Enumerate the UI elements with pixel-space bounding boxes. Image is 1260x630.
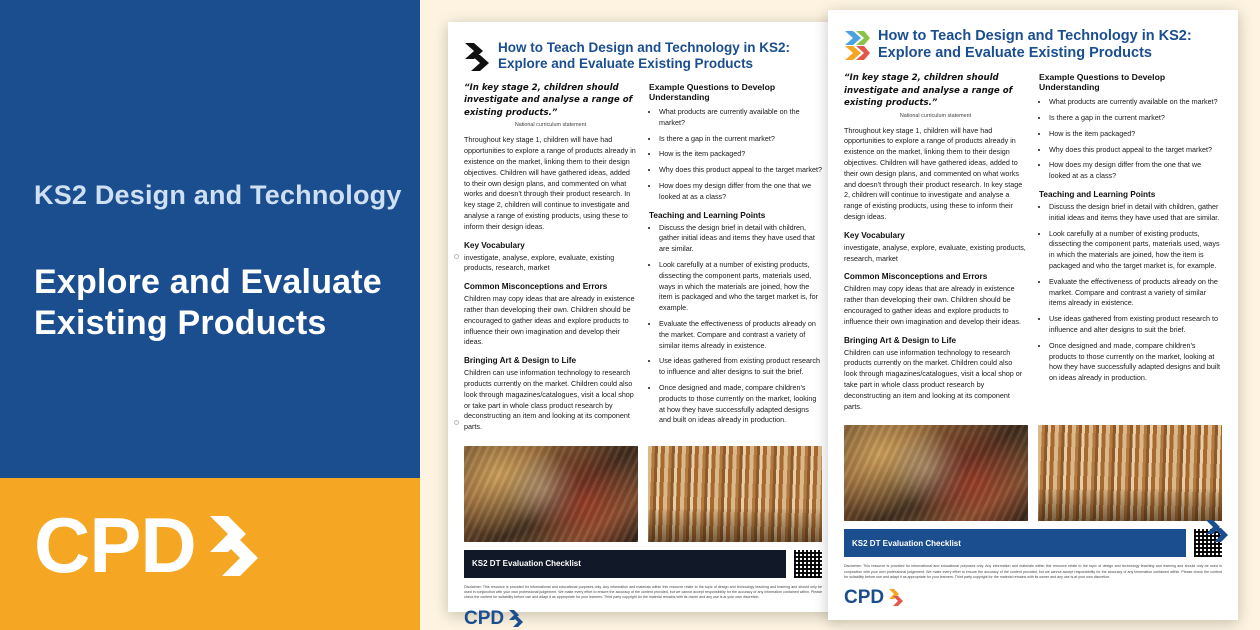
disclaimer-text: Disclaimer: This resource is provided for informational and educational purposes only. Any information and materials within this resource relate to the topic of design and technology teaching and learning and should only be used in conjunction with your own professional judgement. We make every effort to ensure the accuracy of the content provided, but we cannot accept responsibility for the accuracy of any information contained within. Please check the content for suitability before use and adapt it as appropriate for your learners. Third party copyright for the material remains with its owner and any use is at your own discretion. <box>844 564 1222 579</box>
promo-kicker: KS2 Design and Technology <box>34 180 402 210</box>
questions-heading: Example Questions to Develop Understanding <box>1039 72 1166 93</box>
image-strip <box>464 446 822 542</box>
list-item: • Is there a gap in the current market? <box>1049 113 1222 124</box>
cpd-logo <box>34 501 262 589</box>
corner-chevron-icon <box>1206 520 1228 542</box>
list-item: • What products are currently available on the market? <box>1049 97 1222 108</box>
teaching-points-list <box>649 223 822 427</box>
teaching-points-list <box>1039 202 1222 384</box>
document-header <box>464 40 822 72</box>
promo-headline: Explore and Evaluate Existing Products <box>34 263 382 342</box>
document-right-column <box>1039 72 1222 419</box>
list-item: • Once designed and made, compare children’s products to those currently on the market, looking at how they have successfully adapted designs and built on ideas already in production. <box>1049 341 1222 384</box>
section-heading-misconceptions: Common Misconceptions and Errors <box>464 282 608 292</box>
teaching-heading: Teaching and Learning Points <box>1039 190 1156 199</box>
checklist-row[interactable] <box>844 529 1222 557</box>
intro-paragraph: Throughout key stage 1, children will have had opportunities to explore a range of products already in existence on the market, linking them to their design objectives. Children will have gathered ideas, added to their own design plans, and commented on what works and doesn’t through their product research. In key stage 2, children will continue to investigate and analyse a range of existing products, using these to inform their design ideas. <box>464 135 636 231</box>
document-left-column <box>464 82 637 440</box>
section-heading-vocabulary: Key Vocabulary <box>844 230 905 240</box>
document-page-back[interactable] <box>448 22 838 629</box>
list-item: • Discuss the design brief in detail with children, gather initial ideas and items they have used that are similar. <box>659 223 822 255</box>
list-item: • Why does this product appeal to the target market? <box>659 165 822 176</box>
questions-heading: Example Questions to Develop Understanding <box>649 82 776 102</box>
questions-list <box>649 107 822 203</box>
list-item: • How does my design differ from the one that we looked at as a class? <box>659 181 822 203</box>
teaching-heading: Teaching and Learning Points <box>649 210 766 220</box>
chevron-logo-icon <box>206 514 262 576</box>
document-page-front[interactable] <box>828 10 1238 620</box>
section-heading-misconceptions: Common Misconceptions and Errors <box>844 272 988 282</box>
section-heading-vocabulary: Key Vocabulary <box>464 240 525 250</box>
left-blue-panel <box>0 0 420 478</box>
list-item: • Use ideas gathered from existing product research to influence and alter designs to suit the brief. <box>1049 314 1222 336</box>
section-body-vocabulary: investigate, analyse, explore, evaluate, existing products, research, market <box>844 242 1026 263</box>
document-right-column <box>649 82 822 440</box>
list-item: • Evaluate the effectiveness of products already on the market. Compare and contrast a variety of similar items already in existence. <box>1049 277 1222 309</box>
list-item: • How does my design differ from the one that we looked at as a class? <box>1049 160 1222 182</box>
document-footer-logo <box>844 586 1222 608</box>
qr-code-icon[interactable] <box>794 550 822 578</box>
section-body-bringing-to-life: Children can use information technology to research products currently on the market. Children could also look through magazines/catalogues, visit a local shop or take part in whole class product research by deconstructing an item and looking at its component parts. <box>844 347 1023 411</box>
section-body-misconceptions: Children may copy ideas that are already in existence rather than developing their own. Children should be encouraged to gather ideas and explore products to influence their own imagination and develop their ideas. <box>464 294 635 347</box>
chevron-doc-icon <box>464 42 490 72</box>
quote-source: National curriculum statement <box>514 122 587 129</box>
curriculum-quote: “In key stage 2, children should investigate and analyse a range of existing products.” <box>464 83 633 118</box>
page-edge-dot <box>454 254 459 259</box>
list-item: • Why does this product appeal to the target market? <box>1049 145 1222 156</box>
workshop-photo <box>844 425 1028 521</box>
list-item: • How is the item packaged? <box>659 149 822 160</box>
list-item: • Once designed and made, compare children’s products to those currently on the market, looking at how they have successfully adapted designs and built on ideas already in production. <box>659 383 822 426</box>
list-item: • Use ideas gathered from existing product research to influence and alter designs to suit the brief. <box>659 356 822 378</box>
list-item: • Evaluate the effectiveness of products already on the market. Compare and contrast a variety of similar items already in existence. <box>659 319 822 351</box>
document-header <box>844 28 1222 62</box>
document-title: How to Teach Design and Technology in KS2: Explore and Evaluate Existing Products <box>498 40 791 71</box>
checklist-label[interactable]: KS2 DT Evaluation Checklist <box>464 550 786 578</box>
cpd-logo-text: CPD <box>34 501 196 589</box>
image-strip <box>844 425 1222 521</box>
section-body-vocabulary: investigate, analyse, explore, evaluate, existing products, research, market <box>464 252 615 273</box>
chevron-logo-icon <box>509 610 524 627</box>
section-body-misconceptions: Children may copy ideas that are already in existence rather than developing their own. Children should be encouraged to gather ideas and explore products to influence their own imagination and develop their ideas. <box>844 284 1022 326</box>
list-item: • What products are currently available on the market? <box>659 107 822 129</box>
document-left-column <box>844 72 1027 419</box>
footer-logo-text: CPD <box>844 586 885 608</box>
curriculum-quote: “In key stage 2, children should investigate and analyse a range of existing products.” <box>844 73 1013 109</box>
checklist-label[interactable]: KS2 DT Evaluation Checklist <box>844 529 1186 557</box>
coloured-pencils-photo <box>648 446 822 542</box>
checklist-row[interactable] <box>464 550 822 578</box>
list-item: • How is the item packaged? <box>1049 129 1222 140</box>
intro-paragraph: Throughout key stage 1, children will have had opportunities to explore a range of products already in existence on the market, linking them to their design objectives. Children will have gathered ideas, added to their own design plans, and commented on what works and doesn’t through their product research. In key stage 2, children will continue to investigate and analyse a range of existing products, using these to inform their design ideas. <box>844 125 1023 221</box>
chevron-logo-colour-icon <box>844 30 870 60</box>
quote-source: National curriculum statement <box>899 112 972 119</box>
list-item: • Is there a gap in the current market? <box>659 134 822 145</box>
section-body-bringing-to-life: Children can use information technology to research products currently on the market. Children could also look through magazines/catalogues, visit a local shop or take part in whole class product research by deconstructing an item and looking at its component parts. <box>464 368 634 432</box>
document-footer-logo <box>464 607 822 629</box>
footer-logo-text: CPD <box>464 607 505 629</box>
page-edge-dot <box>454 420 459 425</box>
disclaimer-text: Disclaimer: This resource is provided for informational and educational purposes only. Any information and materials within this resource relate to the topic of design and technology teaching and learning and should only be used in conjunction with your own professional judgement. We make every effort to ensure the accuracy of the content provided, but we cannot accept responsibility for the accuracy of any information contained within. Please check the content for suitability before use and adapt it as appropriate for your learners. Third party copyright for the material remains with its owner and any use is at your own discretion. <box>464 584 822 600</box>
list-item: • Discuss the design brief in detail with children, gather initial ideas and items they have used that are similar. <box>1049 202 1222 224</box>
workshop-photo <box>464 446 638 542</box>
list-item: • Look carefully at a number of existing products, dissecting the component parts, materials used, ways in which the materials are joined, how the item is packaged and who the target market is, for example. <box>1049 229 1222 272</box>
document-title: How to Teach Design and Technology in KS2: Explore and Evaluate Existing Products <box>878 28 1192 62</box>
questions-list <box>1039 97 1222 182</box>
coloured-pencils-photo <box>1038 425 1222 521</box>
chevron-logo-colour-icon <box>889 589 904 606</box>
section-heading-bringing-to-life: Bringing Art & Design to Life <box>464 356 577 366</box>
section-heading-bringing-to-life: Bringing Art & Design to Life <box>844 335 957 345</box>
list-item: • Look carefully at a number of existing products, dissecting the component parts, materials used, ways in which the materials are joined, how the item is packaged and who the target market is, for example. <box>659 260 822 314</box>
